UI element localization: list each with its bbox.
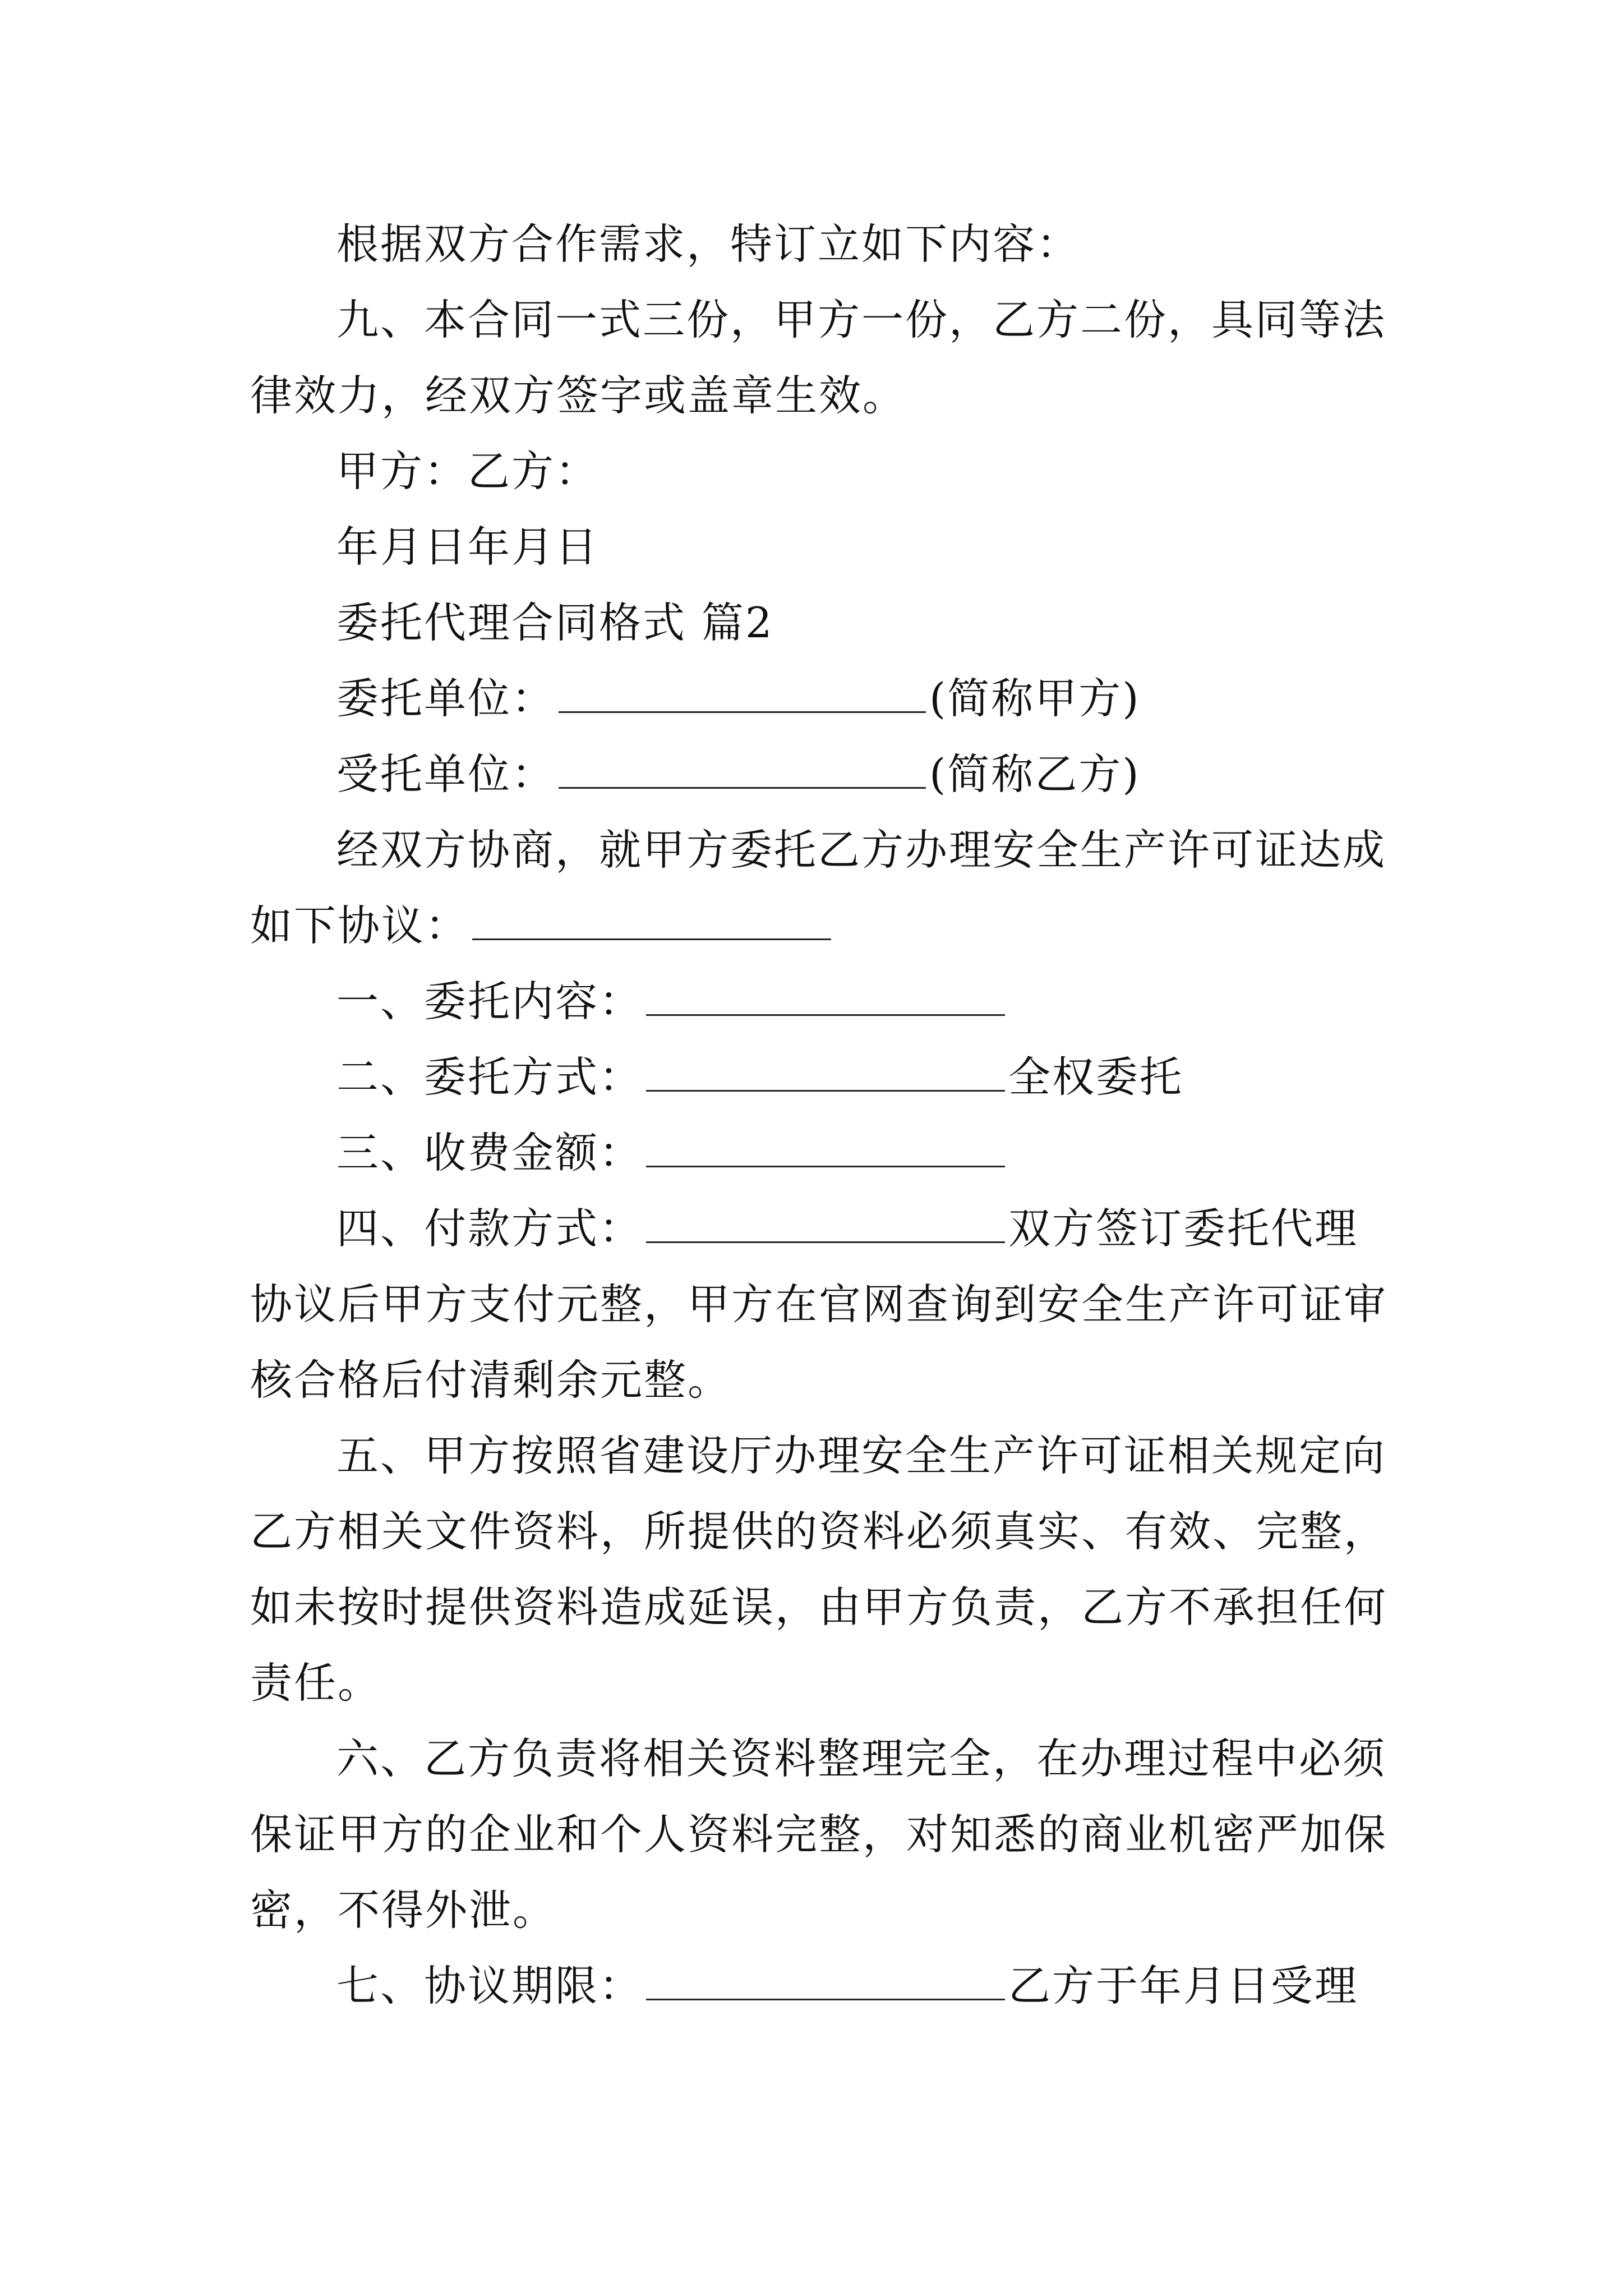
- item-fee-blank: [646, 1131, 1005, 1167]
- item-five-line-2: 乙方相关文件资料，所提供的资料必须真实、有效、完整，: [250, 1507, 1388, 1556]
- client-unit-blank: [559, 677, 926, 713]
- item-method-blank: [646, 1055, 1005, 1092]
- client-unit-line: [336, 670, 1141, 726]
- item-five-line-3: 如未按时提供资料造成延误，由甲方负责，乙方不承担任何: [250, 1582, 1388, 1632]
- item-six-line-2: 保证甲方的企业和个人资料完整，对知悉的商业机密严加保: [250, 1810, 1388, 1859]
- item-payment-label: 四、付款方式：: [336, 1204, 643, 1253]
- item-fee-label: 三、收费金额：: [336, 1128, 643, 1177]
- item-content-label: 一、委托内容：: [336, 977, 643, 1026]
- item-six-line-1: 六、乙方负责将相关资料整理完全，在办理过程中必须: [336, 1734, 1387, 1783]
- clause-9-line-1: 九、本合同一式三份，甲方一份，乙方二份，具同等法: [336, 295, 1387, 344]
- item-payment-blank: [646, 1207, 1005, 1243]
- item-payment-line-1: [336, 1200, 1358, 1257]
- agent-unit-label: 受托单位：: [336, 749, 556, 799]
- intro-line: 根据双方合作需求，特订立如下内容：: [336, 219, 1081, 269]
- item-method-label: 二、委托方式：: [336, 1052, 643, 1102]
- item-seven-label: 七、协议期限：: [336, 1961, 643, 2010]
- agreement-label: 如下协议：: [250, 901, 469, 950]
- negotiation-line-1: 经双方协商，就甲方委托乙方办理安全生产许可证达成: [336, 825, 1387, 875]
- item-method-value: 全权委托: [1008, 1052, 1184, 1102]
- agent-unit-line: [336, 746, 1141, 802]
- item-five-line-1: 五、甲方按照省建设厅办理安全生产许可证相关规定向: [336, 1431, 1387, 1480]
- clause-9-line-2: 律效力，经双方签字或盖章生效。: [250, 371, 907, 420]
- item-six-line-3: 密，不得外泄。: [250, 1885, 557, 1935]
- item-five-line-4: 责任。: [250, 1658, 382, 1708]
- signature-dates: 年月日年月日: [336, 522, 600, 572]
- item-seven-tail: 乙方于年月日受理: [1008, 1961, 1359, 2010]
- item-content-line: [336, 973, 1008, 1029]
- item-content-blank: [646, 979, 1005, 1016]
- agent-unit-blank: [559, 752, 926, 789]
- item-method-line: [336, 1049, 1183, 1105]
- item-payment-line-2: 协议后甲方支付元整，甲方在官网查询到安全生产许可证审: [250, 1280, 1388, 1329]
- signature-parties: 甲方：乙方：: [336, 447, 600, 496]
- item-seven-line: [336, 1958, 1358, 2014]
- item-payment-tail: 双方签订委托代理: [1008, 1204, 1359, 1253]
- client-unit-label: 委托单位：: [336, 674, 556, 723]
- client-unit-suffix: (简称甲方): [929, 674, 1141, 723]
- agreement-blank: [472, 904, 831, 940]
- item-fee-line: [336, 1125, 1008, 1181]
- agent-unit-suffix: (简称乙方): [929, 749, 1141, 799]
- negotiation-line-2: [250, 898, 834, 954]
- item-payment-line-3: 核合格后付清剩余元整。: [250, 1355, 732, 1405]
- item-seven-blank: [646, 1964, 1005, 2000]
- section-title: 委托代理合同格式 篇2: [336, 598, 774, 647]
